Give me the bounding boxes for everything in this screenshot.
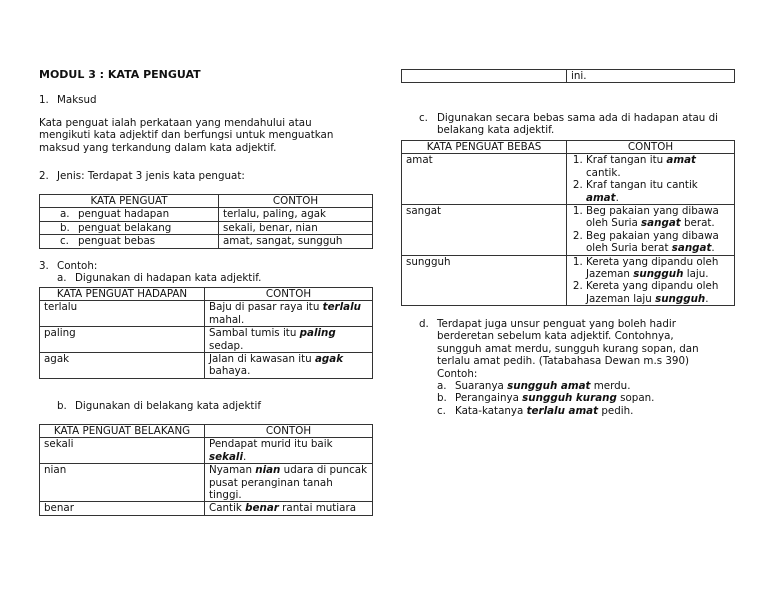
section-3d: d. Terdapat juga unsur penguat yang boleh hadir berderetan sebelum kata adjektif. Contohnya, sungguh amat merdu, sungguh kurang sopan, dan terlalu amat pedih. (Tatabahasa Dewan m.s 390) Contoh: a. Suaranya sungguh amat merdu. b. Perangainya sungguh kurang sopan. c. Kata-katanya terlalu amat pedih. — [419, 318, 719, 417]
table-row: c. penguat bebas amat, sangat, sungguh — [40, 235, 373, 248]
section-3b-heading: b. Digunakan di belakang kata adjektif — [57, 400, 261, 412]
page-title: MODUL 3 : KATA PENGUAT — [39, 68, 201, 81]
table-row: agak Jalan di kawasan itu agak bahaya. — [40, 353, 373, 379]
list-item: c. Kata-katanya terlalu amat pedih. — [437, 404, 634, 417]
table-row: paling Sambal tumis itu paling sedap. — [40, 327, 373, 353]
table-row: sangat 1. Beg pakaian yang dibawa oleh Suria sangat berat. 2. Beg pakaian yang dibawa oleh Suria berat sangat. — [402, 205, 735, 256]
table-row: sungguh 1. Kereta yang dipandu oleh Jazeman sungguh laju. 2. Kereta yang dipandu oleh Jazeman laju sungguh. — [402, 255, 735, 306]
list-item: 1. Kraf tangan itu amat cantik. — [586, 154, 730, 179]
section-3-heading: 3. Contoh: — [39, 260, 98, 272]
table-row: benar Cantik benar rantai mutiara — [40, 502, 373, 515]
section-3c-heading: c. Digunakan secara bebas sama ada di hadapan atau di belakang kata adjektif. — [419, 112, 718, 137]
section-1-text: Kata penguat ialah perkataan yang mendahului atau mengikuti kata adjektif dan berfungsi untuk menguatkan maksud yang terkandung dalam kata adjektif. — [39, 117, 334, 154]
jenis-table: KATA PENGUAT CONTOH a. penguat hadapan terlalu, paling, agak b. penguat belakang sekali, benar, nian c. penguat bebas amat, sangat, sungguh — [39, 194, 373, 249]
table-row: ini. — [402, 70, 735, 83]
section-2-heading: 2. Jenis: Terdapat 3 jenis kata penguat: — [39, 170, 245, 182]
belakang-table: KATA PENGUAT BELAKANG CONTOH sekali Pendapat murid itu baik sekali. nian Nyaman nian udara di puncak pusat peranginan tanah tinggi. benar Cantik benar rantai mutiara — [39, 424, 373, 516]
table-row: a. penguat hadapan terlalu, paling, agak — [40, 208, 373, 221]
section-3a-heading: a. Digunakan di hadapan kata adjektif. — [57, 272, 262, 284]
list-item: 1. Kereta yang dipandu oleh Jazeman sungguh laju. — [586, 256, 730, 281]
table-row: sekali Pendapat murid itu baik sekali. — [40, 438, 373, 464]
table-row: b. penguat belakang sekali, benar, nian — [40, 221, 373, 234]
continuation-table — [401, 69, 735, 83]
list-item: 1. Beg pakaian yang dibawa oleh Suria sangat berat. — [586, 205, 730, 230]
hadapan-table: KATA PENGUAT HADAPAN CONTOH terlalu Baju di pasar raya itu terlalu mahal. paling Sambal tumis itu paling sedap. agak Jalan di kawasan itu agak bahaya. — [39, 287, 373, 379]
list-item: 2. Kereta yang dipandu oleh Jazeman laju sungguh. — [586, 280, 730, 305]
list-item: b. Perangainya sungguh kurang sopan. — [437, 392, 655, 405]
section-1-heading: 1. Maksud — [39, 94, 97, 106]
list-item: a. Suaranya sungguh amat merdu. — [437, 380, 631, 393]
table-row: terlalu Baju di pasar raya itu terlalu mahal. — [40, 301, 373, 327]
list-item: 2. Kraf tangan itu cantik amat. — [586, 179, 730, 204]
bebas-table: KATA PENGUAT BEBAS CONTOH amat 1. Kraf tangan itu amat cantik. 2. Kraf tangan itu cantik amat. sangat 1. Beg pakaian yang dibawa oleh Suria sangat berat. 2. Beg pakaian yang dibawa oleh Suria berat sangat. sungguh 1. Kereta yang dipandu oleh Jazeman sungguh laju. 2. Kereta yang dipandu oleh Jazeman laju sungguh. — [401, 140, 735, 306]
table-row: nian Nyaman nian udara di puncak pusat peranginan tanah tinggi. — [40, 464, 373, 502]
table-row: amat 1. Kraf tangan itu amat cantik. 2. Kraf tangan itu cantik amat. — [402, 154, 735, 205]
contoh-label: Contoh: — [437, 367, 478, 380]
section-3d-text: Terdapat juga unsur penguat yang boleh hadir berderetan sebelum kata adjektif. Contohnya, sungguh amat merdu, sungguh kurang sopan, dan terlalu amat pedih. (Tatabahasa Dewan m.s 390) — [437, 318, 699, 368]
list-item: 2. Beg pakaian yang dibawa oleh Suria berat sangat. — [586, 230, 730, 255]
